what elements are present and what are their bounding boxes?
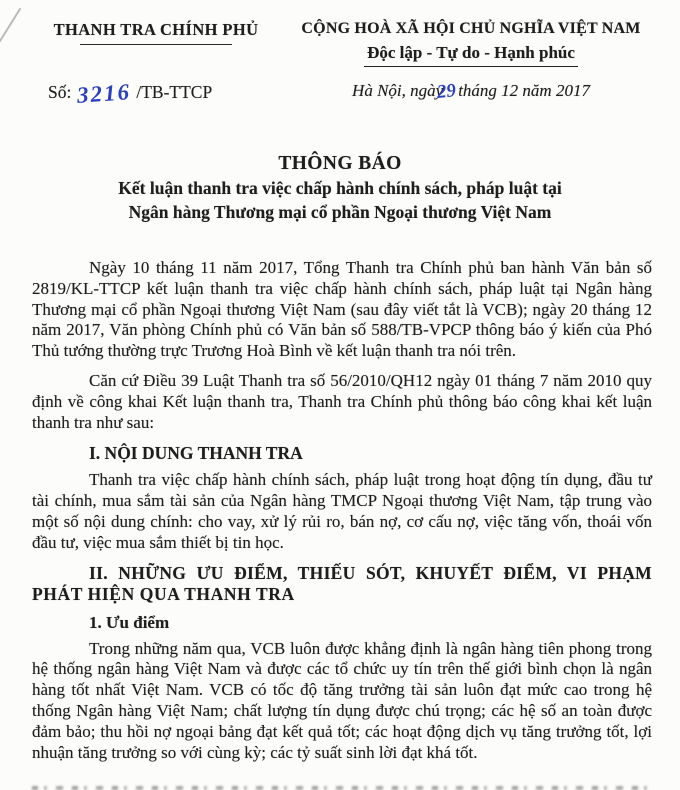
subsection-heading-advantages: 1. Ưu điểm: [89, 612, 170, 632]
header-right-column: [276, 20, 666, 107]
document-header: [0, 0, 680, 107]
section-heading-1: I. NỘI DUNG THANH TRA: [89, 443, 303, 464]
doc-number-handwritten: 3216: [76, 79, 133, 108]
document-body: [0, 258, 680, 763]
document-number-line: [36, 81, 276, 107]
scan-cutoff-text-artifact: [32, 786, 654, 790]
document-title-block: [0, 151, 680, 224]
paragraph-inspection-scope: Thanh tra việc chấp hành chính sách, pháp luật trong hoạt động tín dụng, đầu tư tài chính, mua sắm tài sản của Ngân hàng TMCP Ngoại thương Việt Nam, tập trung vào một số nội dung chính: cho vay, xử lý rủi ro, bán nợ, cơ cấu nợ, việc tăng vốn, thoái vốn đầu tư, việc mua sắm thiết bị tin học.: [32, 470, 652, 552]
national-motto: Độc lập - Tự do - Hạnh phúc: [364, 41, 578, 67]
section-heading-2-line1: II. NHỮNG ƯU ĐIỂM, THIẾU SÓT, KHUYẾT ĐIỂM, VI PHẠM: [89, 562, 652, 583]
paragraph-legal-basis: Căn cứ Điều 39 Luật Thanh tra số 56/2010/QH12 ngày 01 tháng 7 năm 2010 quy định về công khai Kết luận thanh tra, Thanh tra Chính phủ thông báo công khai kết luận thanh tra như sau:: [32, 370, 652, 432]
date-day-handwritten: 29: [436, 80, 458, 103]
place-date-prefix: Hà Nội, ngày: [352, 81, 444, 100]
header-left-column: [36, 20, 276, 107]
section-heading-2: [32, 563, 652, 606]
section-heading-2-line2: PHÁT HIỆN QUA THANH TRA: [32, 584, 295, 605]
motto-wrap: [276, 38, 666, 67]
national-title: CỘNG HOÀ XÃ HỘI CHỦ NGHĨA VIỆT NAM: [301, 20, 641, 37]
document-type-title: THÔNG BÁO: [278, 153, 402, 174]
paragraph-intro: Ngày 10 tháng 11 năm 2017, Tổng Thanh tra Chính phủ ban hành Văn bản số 2819/KL-TTCP kết luận thanh tra việc chấp hành chính sách, pháp luật tại Ngân hàng Thương mại cổ phần Ngoại thương Việt Nam (sau đây viết tắt là VCB); ngày 20 tháng 12 năm 2017, Văn phòng Chính phủ có Văn bản số 588/TB-VPCP thông báo ý kiến của Phó Thủ tướng thường trực Trương Hoà Bình về kết luận thanh tra nói trên.: [32, 258, 652, 361]
place-date-suffix: tháng 12 năm 2017: [458, 81, 590, 100]
document-subtitle-line1: Kết luận thanh tra việc chấp hành chính sách, pháp luật tại: [118, 178, 562, 198]
doc-number-label: Số:: [48, 82, 72, 102]
place-date-line: [276, 81, 666, 103]
paragraph-advantages: Trong những năm qua, VCB luôn được khẳng định là ngân hàng tiên phong trong hệ thống ngân hàng Việt Nam và được các tổ chức uy tín trên thế giới bình chọn là ngân hàng tốt nhất Việt Nam. VCB có tốc độ tăng trưởng tài sản luôn đạt mức cao trong hệ thống Ngân hàng Việt Nam; chất lượng tín dụng được chú trọng; các hệ số an toàn được đảm bảo; thu hồi nợ ngoại bảng đạt kết quả tốt; các hoạt động dịch vụ tăng trưởng tốt, lợi nhuận tăng trưởng so với cùng kỳ; các tỷ suất sinh lời đạt khá tốt.: [32, 638, 652, 762]
document-subtitle-line2: Ngân hàng Thương mại cổ phần Ngoại thương Việt Nam: [128, 201, 552, 222]
doc-number-suffix: /TB-TTCP: [136, 82, 213, 102]
issuing-agency-name: THANH TRA CHÍNH PHỦ: [54, 20, 259, 45]
